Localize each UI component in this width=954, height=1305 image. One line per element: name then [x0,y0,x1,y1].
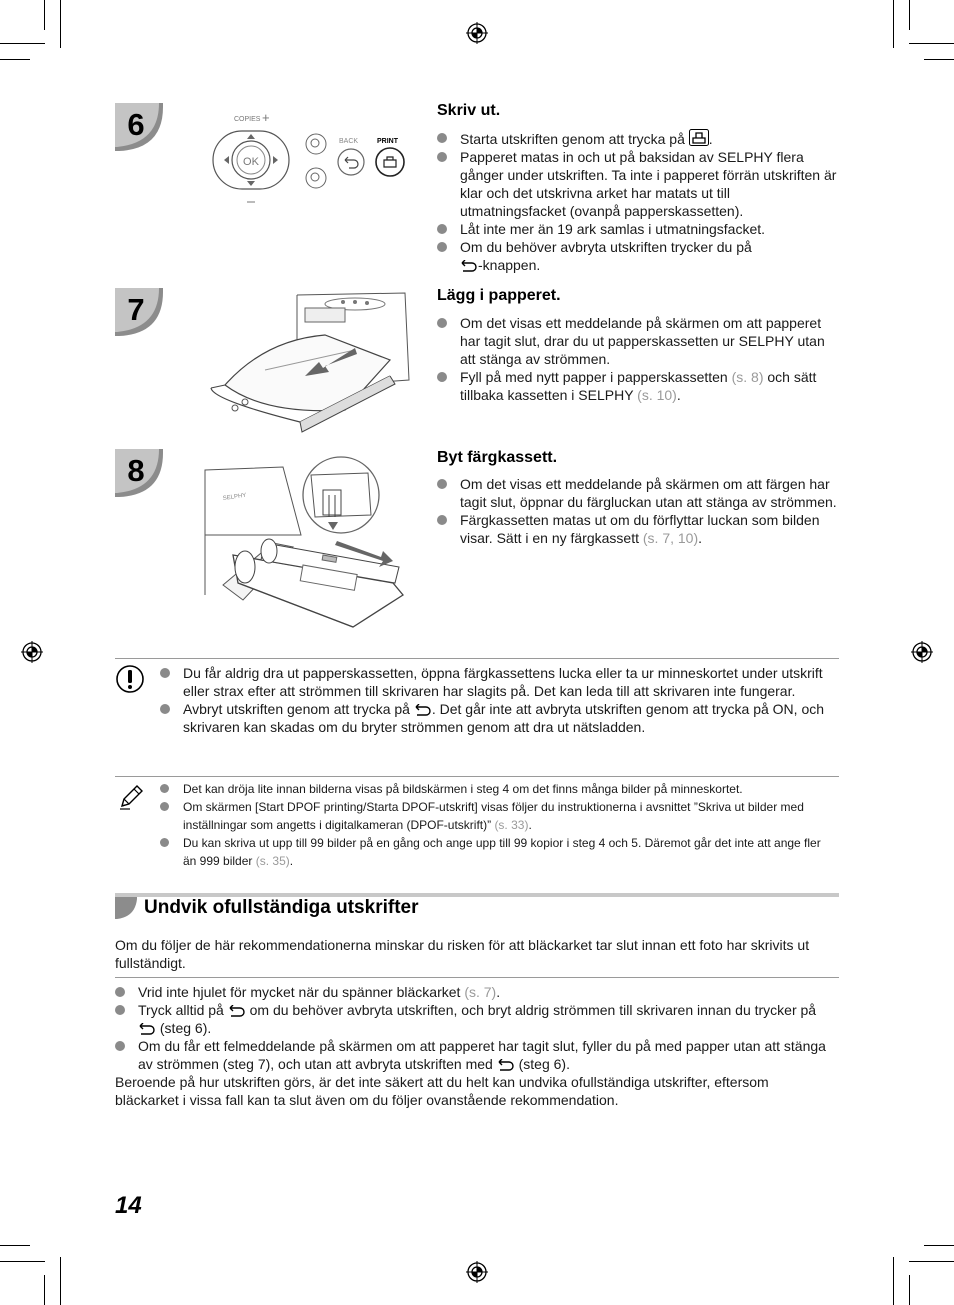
page-reference[interactable]: (s. 7) [464,984,497,1000]
ink-cassette-illustration [203,455,410,635]
registration-mark [911,641,933,663]
step-number: 8 [127,453,145,488]
print-icon [689,129,709,146]
step-number: 6 [127,107,145,142]
crop-mark [909,1261,954,1262]
divider [115,977,839,978]
list-item: Det kan dröja lite innan bilderna visas på bildskärmen i steg 4 om det finns många bilder på minneskortet. [160,780,830,798]
crop-mark [924,1245,954,1246]
list-item: Starta utskriften genom att trycka på . [437,129,837,148]
crop-mark [909,43,954,44]
crop-mark [0,1245,30,1246]
divider [115,776,839,777]
section-title: Undvik ofullständiga utskrifter [144,897,419,918]
page-reference[interactable]: (s. 8) [731,369,764,385]
registration-mark [466,22,488,44]
back-icon [460,260,478,272]
step-title: Lägg i papperet. [437,287,561,304]
list-item: Om du får ett felmeddelande på skärmen om att papperet har tagit slut, fyller du på med papper utan att stänga av strömmen (steg 7), och utan att avbryta utskriften med (steg 6). [115,1037,835,1073]
caution-list [160,664,830,736]
crop-mark [0,43,45,44]
brand-label: SELPHY [222,492,247,502]
registration-mark [466,1261,488,1283]
list-item: Om du behöver avbryta utskriften trycker du på -knappen. [437,238,837,274]
crop-mark [0,59,30,60]
list-item: Färgkassetten matas ut om du förflyttar luckan som bilden visar. Sätt i en ny färgkassett (s. 7, 10). [437,511,837,547]
registration-mark [21,641,43,663]
back-icon [228,1005,246,1017]
crop-mark [44,1275,45,1305]
crop-mark [893,1257,894,1305]
section-marker [115,897,137,919]
list-item: Om det visas ett meddelande på skärmen om att papperet har tagit slut, drar du ut papperskassetten ur SELPHY utan att stänga av strömmen. [437,314,837,368]
page-reference[interactable]: (s. 10) [637,387,677,403]
step-number: 7 [127,292,145,327]
crop-mark [0,1261,45,1262]
copies-label: COPIES [234,116,261,123]
crop-mark [60,0,61,48]
crop-mark [893,0,894,48]
page-reference[interactable]: (s. 7, 10) [642,530,699,546]
ok-label: OK [243,156,259,168]
list-item: Avbryt utskriften genom att trycka på . Det går inte att avbryta utskriften genom att trycka på ON, och skrivaren kan skadas om du bryter strömmen genom att dra ut nätsladden. [160,700,830,736]
divider [115,658,839,659]
list-item: Om det visas ett meddelande på skärmen om att färgen har tagit slut, öppnar du färgluckan utan att stänga av strömmen. [437,475,837,511]
notes-list [160,780,830,870]
list-item: Papperet matas in och ut på baksidan av SELPHY flera gånger under utskriften. Ta inte i papperet förrän utskriften är klar och det utskrivna arket har matats ut till utmatningsfacket (ovanpå papperskassetten). [437,148,837,220]
list-item: Vrid inte hjulet för mycket när du spänner bläckarket (s. 7). [115,983,835,1001]
list-item: Du får aldrig dra ut papperskassetten, öppna färgkassettens lucka eller ta ur minneskortet under utskrift eller strax efter att strömmen till skrivaren har slagits på. Det kan leda till att skrivaren inte fungerar. [160,664,830,700]
page-number: 14 [115,1192,142,1219]
back-label: BACK [339,138,359,145]
back-icon [414,704,432,716]
section-closing: Beroende på hur utskriften görs, är det inte säkert att du helt kan undvika ofullständiga utskrifter, eftersom bläckarket i vissa fall kan ta slut även om du följer ovanstående rekommendation. [115,1074,769,1108]
print-label: PRINT [377,138,398,145]
crop-mark [60,1257,61,1305]
step-title: Skriv ut. [437,102,501,119]
step-7-list [437,314,837,404]
back-icon [138,1023,156,1035]
page-reference[interactable]: (s. 33) [494,818,529,832]
svg-text:+: + [262,110,270,125]
list-item: Tryck alltid på om du behöver avbryta utskriften, och bryt aldrig strömmen till skrivaren innan du trycker på (steg 6). [115,1001,835,1037]
crop-mark [924,59,954,60]
page-reference[interactable]: (s. 35) [255,854,290,868]
list-item: Låt inte mer än 19 ark samlas i utmatningsfacket. [437,220,837,238]
paper-cassette-illustration [205,290,410,435]
crop-mark [909,0,910,30]
list-item: Om skärmen [Start DPOF printing/Starta DPOF-utskrift] visas följer du instruktionerna i avsnittet ”Skriva ut bilder med inställningar som angetts i digitalkameran (DPOF-utskrift)” (s. 33). [160,798,830,834]
list-item: Fyll på med nytt papper i papperskassetten (s. 8) och sätt tillbaka kassetten i SELPHY (s. 10). [437,368,837,404]
section-intro: Om du följer de här rekommendationerna minskar du risken för att bläckarket tar slut innan ett foto har skrivits ut fullständigt. [115,937,810,971]
step-badge [115,449,165,499]
step-title: Byt färgkassett. [437,449,558,466]
control-panel-illustration [205,108,410,208]
step-badge [115,288,165,338]
back-icon [497,1059,515,1071]
crop-mark [44,0,45,30]
step-6-list [437,129,837,274]
list-item: Du kan skriva ut upp till 99 bilder på en gång och ange upp till 99 kopior i steg 4 och 5. Däremot går det inte att ange fler än 999 bilder (s. 35). [160,834,830,870]
crop-mark [909,1275,910,1305]
pencil-icon [118,782,144,810]
caution-icon [115,664,145,694]
step-badge [115,103,165,153]
section-list [115,983,835,1073]
step-8-list [437,475,837,547]
